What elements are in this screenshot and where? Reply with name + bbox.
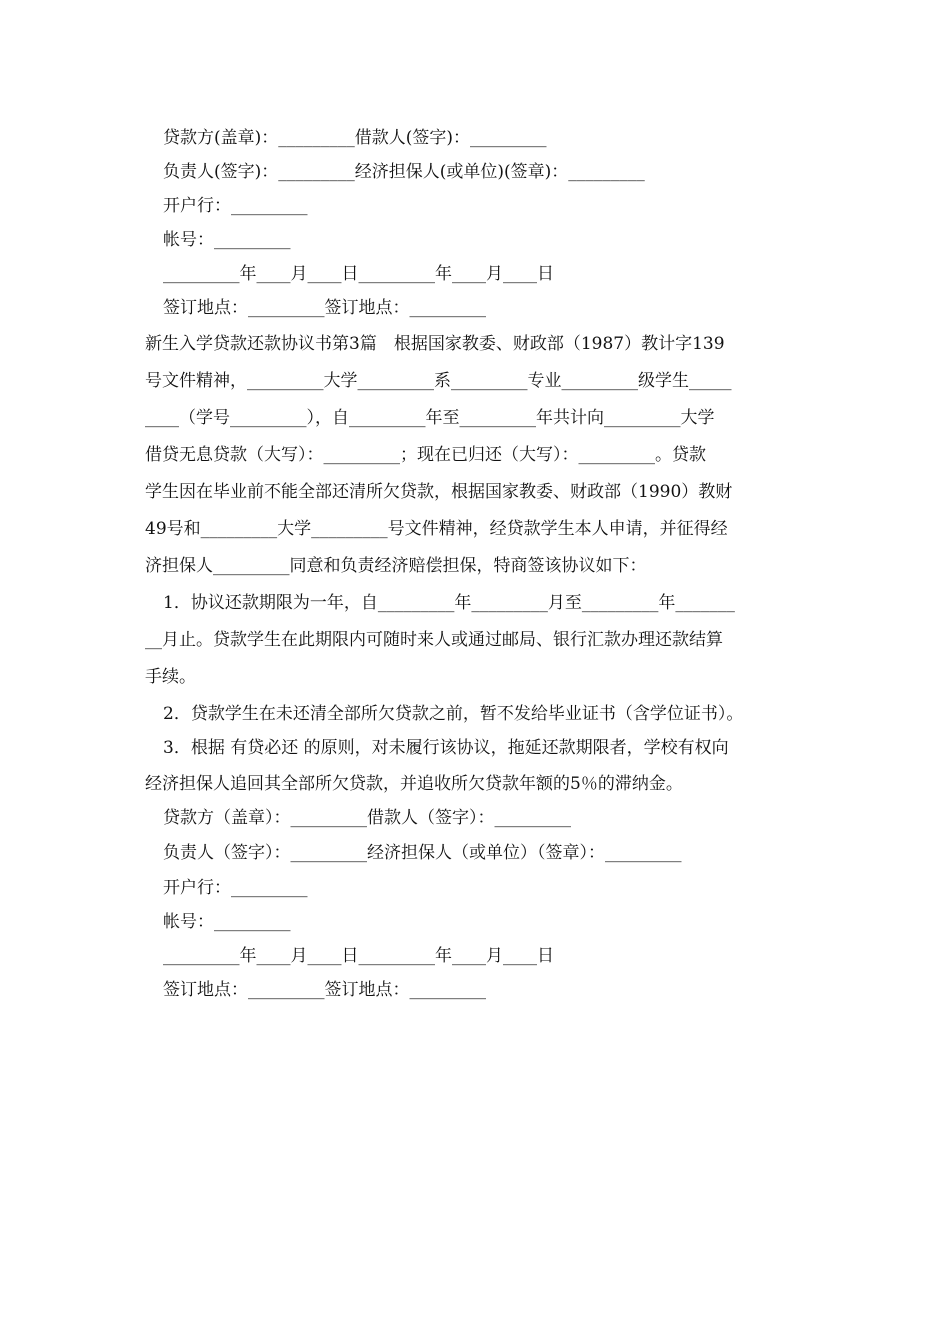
clause-2: 2．贷款学生在未还清全部所欠贷款之前，暂不发给毕业证书（含学位证书）。 (163, 704, 744, 724)
preamble-line-6: 49号和_________大学_________号文件精神，经贷款学生本人申请，并征得经 (145, 519, 728, 539)
preamble-line-3: ____（学号_________），自_________年至_________年共计向_________大学 (145, 408, 715, 428)
sig2-lender-borrower: 贷款方（盖章）：_________借款人（签字）：_________ (163, 808, 571, 828)
clause-1-line-1: 1．协议还款期限为一年，自_________年_________月至_________年_______ (163, 593, 735, 613)
sig1-place: 签订地点：_________签订地点：_________ (163, 298, 486, 318)
clause-1-line-2: __月止。贷款学生在此期限内可随时来人或通过邮局、银行汇款办理还款结算 (145, 630, 723, 650)
clause-3-line-1: 3．根据 有贷必还 的原则，对未履行该协议，拖延还款期限者，学校有权向 (163, 738, 729, 758)
sig1-dates: _________年____月____日_________年____月____日 (163, 264, 554, 284)
preamble-line-1: 新生入学贷款还款协议书第3篇 根据国家教委、财政部（1987）教计字139 (145, 334, 725, 354)
sig2-account: 帐号：_________ (163, 912, 291, 932)
sig1-bank: 开户行：_________ (163, 196, 308, 216)
preamble-line-2: 号文件精神，_________大学_________系_________专业_________级学生_____ (145, 371, 732, 391)
clause-1-line-3: 手续。 (145, 667, 196, 687)
sig1-lender-borrower: 贷款方(盖章)：_________借款人(签字)：_________ (163, 128, 547, 148)
sig1-account: 帐号：_________ (163, 230, 291, 250)
preamble-line-7: 济担保人_________同意和负责经济赔偿担保，特商签该协议如下： (145, 556, 647, 576)
preamble-line-5: 学生因在毕业前不能全部还清所欠贷款，根据国家教委、财政部（1990）教财 (145, 482, 733, 502)
sig1-responsible-guarantor: 负责人(签字)：_________经济担保人(或单位)(签章)：_________ (163, 162, 645, 182)
sig2-dates: _________年____月____日_________年____月____日 (163, 946, 554, 966)
clause-3-line-2: 经济担保人追回其全部所欠贷款，并追收所欠贷款年额的5％的滞纳金。 (145, 774, 683, 794)
sig2-place: 签订地点：_________签订地点：_________ (163, 980, 486, 1000)
sig2-responsible-guarantor: 负责人（签字）：_________经济担保人（或单位）（签章）：_________ (163, 843, 682, 863)
sig2-bank: 开户行：_________ (163, 878, 308, 898)
preamble-line-4: 借贷无息贷款（大写）：_________；现在已归还（大写）：_________。贷款 (145, 445, 706, 465)
